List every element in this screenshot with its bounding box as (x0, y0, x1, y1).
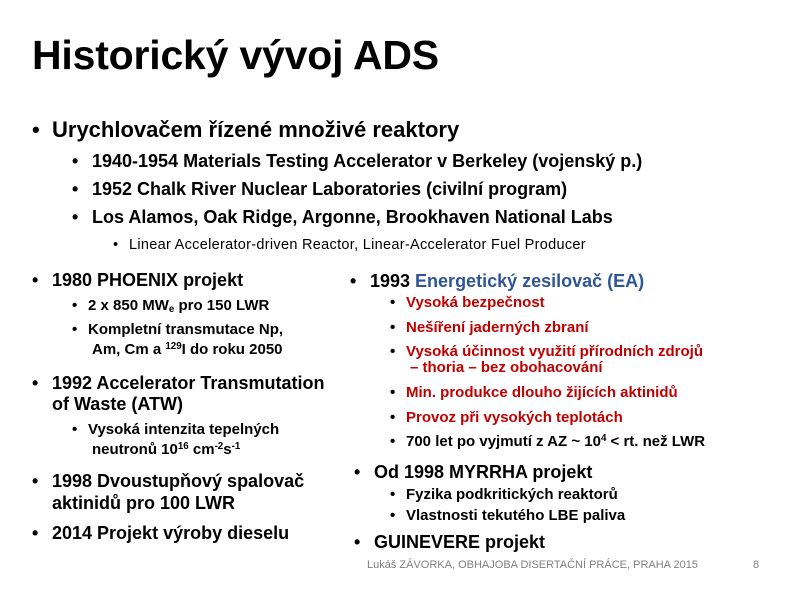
footer-text: Lukáš ZÁVORKA, OBHAJOBA DISERTAČNÍ PRÁCE, PRAHA 2015 (367, 559, 698, 571)
myrrha-item-lbe: • Vlastnosti tekutého LBE paliva (390, 507, 626, 524)
main-bullet-text: Urychlovačem řízené množivé reaktory (52, 117, 460, 142)
ea-name: Energetický zesilovač (EA) (415, 271, 645, 291)
ea-item-nonproliferation: • Nešíření jaderných zbraní (390, 319, 589, 336)
myrrha-item-physics: • Fyzika podkritických reaktorů (390, 486, 618, 503)
ea-bullet: • 1993 Energetický zesilovač (EA) (350, 271, 645, 291)
sub-bullet-national-labs: • Los Alamos, Oak Ridge, Argonne, Brookhaven National Labs (72, 207, 613, 227)
ea-item-actinides: • Min. produkce dlouho žijících aktinidů (390, 384, 678, 401)
phoenix-transmutation-bullet: • Kompletní transmutace Np, (72, 321, 284, 338)
page-number: 8 (753, 559, 760, 571)
dvoustupnovy-line2: aktinidů pro 100 LWR (52, 493, 236, 513)
main-bullet: • Urychlovačem řízené množivé reaktory (32, 117, 460, 142)
myrrha-bullet: • Od 1998 MYRRHA projekt (354, 462, 593, 482)
ea-item-high-temperature: • Provoz při vysokých teplotách (390, 409, 623, 426)
sub-bullet-berkeley: • 1940-1954 Materials Testing Accelerator v Berkeley (vojenský p.) (72, 151, 643, 171)
atw-bullet-line2: of Waste (ATW) (52, 394, 183, 414)
atw-bullet: • 1992 Accelerator Transmutation (32, 373, 325, 393)
ea-item-efficiency: • Vysoká účinnost využití přírodních zdrojů (390, 343, 703, 360)
slide-title: Historický vývoj ADS (32, 32, 439, 78)
phoenix-transmutation-line2: Am, Cm a $^{129}$I do roku 2050 (92, 341, 283, 358)
ea-item-safety: • Vysoká bezpečnost (390, 294, 545, 311)
ea-item-efficiency-line2: – thoria – bez obohacování (410, 359, 603, 376)
phoenix-bullet: • 1980 PHOENIX projekt (32, 270, 244, 290)
linear-accelerator-bullet: • Linear Accelerator-driven Reactor, Linear-Accelerator Fuel Producer (113, 237, 586, 253)
ea-item-700-years: • 700 let po vyjmutí z AZ ~ $10^4$ < rt. než LWR (390, 433, 706, 450)
phoenix-power-bullet: • 2 x 850 $MW_e$ pro 150 LWR (72, 297, 270, 316)
atw-intensity-line2: neutronů $10^{16}$ $cm^{-2}s^{-1}$ (92, 441, 241, 458)
dvoustupnovy-bullet: • 1998 Dvoustupňový spalovač (32, 471, 305, 491)
sub-bullet-chalk-river: • 1952 Chalk River Nuclear Laboratories (civilní program) (72, 179, 568, 199)
atw-intensity-bullet: • Vysoká intenzita tepelných (72, 421, 280, 438)
diesel-bullet: • 2014 Projekt výroby dieselu (32, 523, 290, 543)
guinevere-bullet: • GUINEVERE projekt (354, 532, 546, 552)
